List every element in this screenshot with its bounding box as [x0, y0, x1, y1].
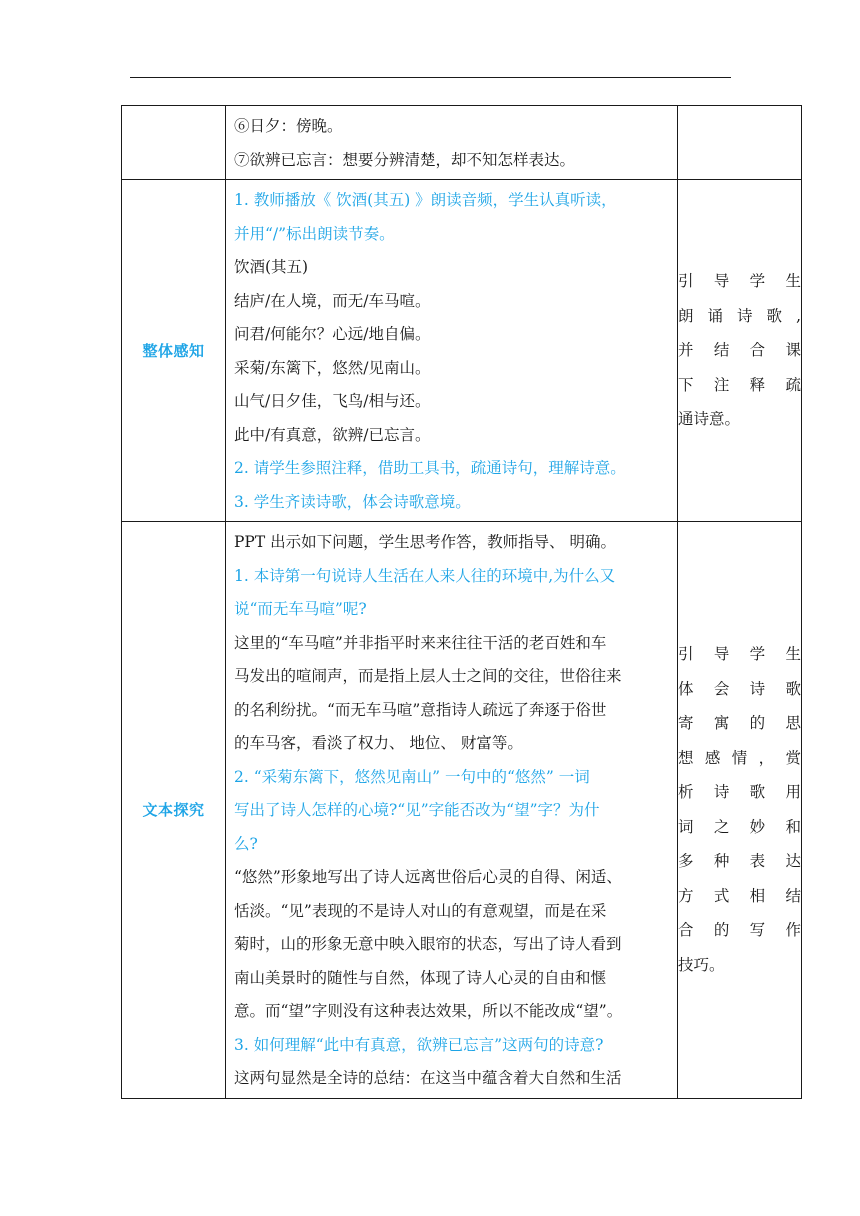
- answer-line: “悠然”形象地写出了诗人远离世俗后心灵的自得、闲适、: [234, 868, 622, 886]
- activity-cell: [226, 522, 678, 1099]
- answer-line: 这里的“车马喧”并非指平时来来往往干活的老百姓和车: [234, 633, 607, 652]
- intent-cell: [678, 106, 802, 180]
- table-row: [122, 522, 802, 1099]
- answer-line: 的名利纷扰。“而无车马喧”意指诗人疏远了奔逐于俗世: [234, 700, 607, 719]
- poem-line: 结庐/在人境，而无/车马喧。: [234, 291, 431, 310]
- question-line: 3. 如何理解“此中有真意，欲辨已忘言”这两句的诗意?: [234, 1035, 604, 1054]
- header-rule: [130, 77, 731, 78]
- activity-line: 3. 学生齐读诗歌，体会诗歌意境。: [234, 492, 471, 511]
- activity-cell: [226, 106, 678, 180]
- activity-line: 2. 请学生参照注释，借助工具书，疏通诗句，理解诗意。: [234, 459, 626, 477]
- question-line: 说“而无车马喧”呢?: [234, 600, 367, 618]
- stage-label: 整体感知: [142, 342, 205, 360]
- poem-line: 采菊/东篱下，悠然/见南山。: [234, 358, 431, 377]
- poem-line: 问君/何能尔？心远/地自偏。: [234, 325, 431, 343]
- question-line: 么?: [234, 834, 258, 853]
- poem-line: 山气/日夕佳，飞鸟/相与还。: [234, 392, 431, 410]
- intent-line: 下注释疏: [678, 375, 801, 394]
- intent-line: 多种表达: [678, 852, 801, 871]
- intent-line: 通诗意。: [678, 410, 741, 429]
- intent-line: 词之妙和: [678, 817, 801, 836]
- intent-line: 寄寓的思: [678, 714, 801, 733]
- intent-cell: [678, 180, 802, 522]
- question-line: 写出了诗人怎样的心境?“见”字能否改为“望”字？为什: [234, 801, 600, 819]
- activity-line: PPT 出示如下问题，学生思考作答，教师指导、 明确。: [234, 533, 617, 551]
- intent-line: 引导学生: [678, 272, 801, 291]
- question-line: 2. “采菊东篱下，悠然见南山” 一句中的“悠然” 一词: [234, 767, 590, 786]
- stage-label: 文本探究: [142, 801, 205, 820]
- activity-line: ⑥日夕：傍晚。: [234, 117, 343, 135]
- answer-line: 的车马客，看淡了权力、 地位、 财富等。: [234, 734, 523, 752]
- lesson-plan-table: [121, 105, 802, 1099]
- poem-line: 此中/有真意，欲辨/已忘言。: [234, 425, 431, 444]
- poem-title: 饮酒(其五): [234, 258, 309, 276]
- activity-line: 并用“/”标出朗读节奏。: [234, 224, 395, 243]
- question-line: 1. 本诗第一句说诗人生活在人来人往的环境中,为什么又: [234, 566, 616, 585]
- intent-cell: [678, 522, 802, 1099]
- stage-label-cell: [122, 522, 226, 1099]
- activity-line: ⑦欲辨已忘言：想要分辨清楚，却不知怎样表达。: [234, 150, 576, 169]
- stage-label-cell: [122, 106, 226, 180]
- intent-line: 朗诵诗歌,: [678, 306, 801, 325]
- intent-line: 技巧。: [678, 955, 725, 974]
- intent-line: 体会诗歌: [678, 679, 801, 698]
- answer-line: 马发出的喧闹声，而是指上层人士之间的交往，世俗往来: [234, 667, 622, 685]
- activity-line: 1. 教师播放《 饮酒(其五) 》朗读音频，学生认真听读，: [234, 191, 617, 209]
- intent-line: 合的写作: [678, 921, 801, 940]
- intent-line: 析诗歌用: [678, 783, 801, 802]
- answer-line: 这两句显然是全诗的总结：在这当中蕴含着大自然和生活: [234, 1069, 622, 1087]
- answer-line: 意。而“望”字则没有这种表达效果，所以不能改成“望”。: [234, 1002, 623, 1020]
- intent-line: 引导学生: [678, 645, 801, 664]
- answer-line: 南山美景时的随性与自然，体现了诗人心灵的自由和惬: [234, 968, 607, 987]
- stage-label-cell: [122, 180, 226, 522]
- intent-line: 想感情，赏: [678, 748, 801, 767]
- answer-line: 菊时，山的形象无意中映入眼帘的状态，写出了诗人看到: [234, 935, 622, 953]
- table-row: [122, 180, 802, 522]
- activity-cell: [226, 180, 678, 522]
- table-row: [122, 106, 802, 180]
- answer-line: 恬淡。“见”表现的不是诗人对山的有意观望，而是在采: [234, 901, 607, 920]
- intent-line: 方式相结: [678, 886, 801, 905]
- intent-line: 并结合课: [678, 341, 801, 360]
